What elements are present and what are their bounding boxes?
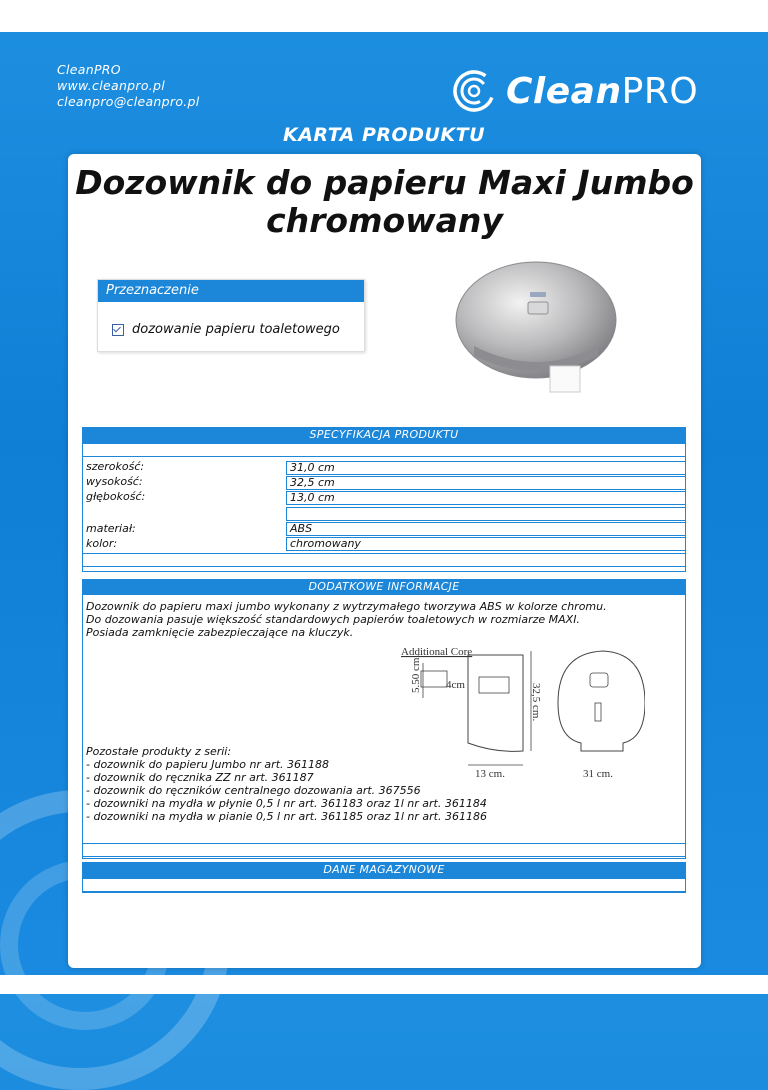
drawing-dim-core-width: 4cm	[446, 679, 465, 691]
logo-swirl-icon	[452, 69, 496, 113]
warehouse-row	[82, 878, 686, 892]
spec-label-color: kolor:	[86, 537, 118, 550]
spec-label-depth: głębokość:	[86, 490, 146, 503]
series-item: - dozownik do ręczników centralnego dozowania art. 367556	[86, 784, 421, 797]
spec-blank-row-bottom	[82, 553, 686, 567]
spec-value-depth: 13,0 cm	[286, 491, 686, 505]
extra-heading: DODATKOWE INFORMACJE	[82, 579, 686, 595]
spec-label-height: wysokość:	[86, 475, 143, 488]
purpose-heading: Przeznaczenie	[98, 280, 364, 302]
purpose-item	[112, 322, 340, 337]
desc-line-2: Do dozowania pasuje większość standardowych papierów toaletowych w rozmiarze MAXI.	[86, 613, 580, 626]
desc-line-1: Dozownik do papieru maxi jumbo wykonany z wytrzymałego tworzywa ABS w kolorze chromu.	[86, 600, 607, 613]
company-name: CleanPRO	[57, 62, 121, 77]
document-type: KARTA PRODUKTU	[282, 124, 486, 146]
spec-value-height: 32,5 cm	[286, 476, 686, 490]
company-email[interactable]: cleanpro@cleanpro.pl	[57, 94, 200, 109]
spec-label-width: szerokość:	[86, 460, 145, 473]
series-list	[86, 745, 646, 823]
series-item: - dozowniki na mydła w pianie 0,5 l nr art. 361185 oraz 1l nr art. 361186	[86, 810, 487, 823]
product-title-line2: chromowany	[266, 201, 503, 240]
warehouse-heading: DANE MAGAZYNOWE	[82, 862, 686, 878]
company-website[interactable]: www.cleanpro.pl	[57, 78, 166, 93]
series-heading: Pozostałe produkty z serii:	[86, 745, 232, 758]
series-item: - dozownik do ręcznika ZZ nr art. 361187	[86, 771, 314, 784]
product-title-line1: Dozownik do papieru Maxi Jumbo	[75, 163, 694, 202]
drawing-core-label: Additional Core	[401, 646, 473, 658]
spec-value-color: chromowany	[286, 537, 686, 551]
spec-value-material: ABS	[286, 522, 686, 536]
series-item: - dozownik do papieru Jumbo nr art. 361188	[86, 758, 329, 771]
logo-wordmark: CleanPRO	[506, 70, 699, 112]
bottom-white-band	[0, 975, 768, 994]
desc-line-3: Posiada zamknięcie zabezpieczające na kluczyk.	[86, 626, 354, 639]
product-photo	[452, 258, 622, 393]
spec-blank-row	[82, 443, 686, 457]
spec-value-width: 31,0 cm	[286, 461, 686, 475]
cleanpro-logo	[452, 68, 698, 114]
checkbox-checked-icon	[112, 324, 124, 336]
footer-text: CleanPRO I ...azy...a 4	[72, 946, 193, 959]
spec-spacer-row	[286, 507, 686, 521]
spec-label-material: materiał:	[86, 522, 136, 535]
series-item: - dozowniki na mydła w płynie 0,5 l nr art. 361183 oraz 1l nr art. 361184	[86, 797, 487, 810]
product-title	[68, 164, 701, 240]
drawing-dim-height: 32,5 cm.	[530, 683, 542, 722]
company-info	[57, 62, 200, 110]
spec-heading: SPECYFIKACJA PRODUKTU	[82, 427, 686, 443]
drawing-dim-core-height: 5.50 cm.	[410, 654, 422, 693]
drawing-dim-width: 31 cm.	[583, 768, 613, 780]
purpose-item-label: dozowanie papieru toaletowego	[132, 322, 340, 337]
purpose-box	[97, 279, 365, 352]
top-white-band	[0, 0, 768, 32]
drawing-dim-depth: 13 cm.	[475, 768, 505, 780]
extra-description	[86, 600, 666, 639]
extra-blank-row	[82, 843, 686, 857]
